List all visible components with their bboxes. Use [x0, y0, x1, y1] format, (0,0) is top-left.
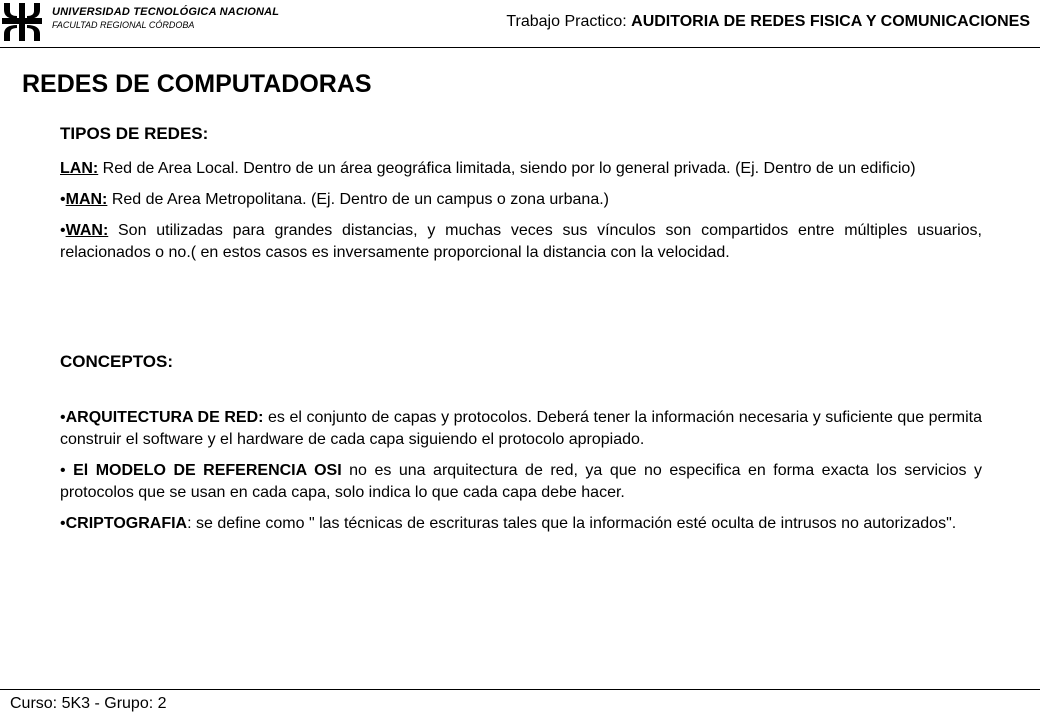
course-header — [506, 13, 1030, 31]
tipos-list — [60, 158, 982, 273]
utn-logo-icon — [2, 3, 42, 41]
course-prefix: Trabajo Practico: — [506, 13, 632, 30]
list-item-osi — [60, 460, 982, 504]
term-criptografia: CRIPTOGRAFIA — [65, 515, 188, 532]
tipos-heading: TIPOS DE REDES: — [60, 124, 209, 143]
bullet: • — [60, 409, 66, 426]
term-wan: WAN: — [65, 222, 109, 239]
list-item-wan — [60, 220, 982, 264]
university-name: UNIVERSIDAD TECNOLÓGICA NACIONAL — [52, 6, 280, 18]
page-title: REDES DE COMPUTADORAS — [22, 70, 372, 98]
footer-course-group: Curso: 5K3 - Grupo: 2 — [10, 695, 167, 712]
footer-divider — [0, 689, 1040, 690]
header-divider — [0, 47, 1040, 48]
term-osi: El MODELO DE REFERENCIA OSI — [73, 462, 342, 479]
conceptos-heading: CONCEPTOS: — [60, 352, 174, 371]
list-item-man — [60, 189, 982, 211]
desc-man: Red de Area Metropolitana. (Ej. Dentro de un campus o zona urbana.) — [107, 191, 609, 208]
conceptos-list — [60, 407, 982, 544]
faculty-name: FACULTAD REGIONAL CÓRDOBA — [52, 20, 195, 30]
desc-lan: Red de Area Local. Dentro de un área geográfica limitada, siendo por lo general privada. (Ej. Dentro de un edificio) — [98, 160, 916, 177]
term-lan: LAN: — [60, 160, 99, 177]
desc-wan: Son utilizadas para grandes distancias, y muchas veces sus vínculos son compartidos entre múltiples usuarios, relacionados o no.( en estos casos es inversamente proporcional la distancia con la velocidad. — [60, 222, 982, 261]
bullet: • — [60, 462, 74, 479]
term-man: MAN: — [65, 191, 108, 208]
bullet: • — [60, 515, 66, 532]
course-title: AUDITORIA DE REDES FISICA Y COMUNICACIONES — [631, 13, 1030, 30]
desc-criptografia: : se define como " las técnicas de escrituras tales que la información esté oculta de intrusos no autorizados". — [187, 515, 957, 532]
bullet: • — [60, 222, 66, 239]
list-item-arquitectura — [60, 407, 982, 451]
desc-arquitectura: es el conjunto de capas y protocolos. Deberá tener la información necesaria y suficiente que permita construir el software y el hardware de cada capa siguiendo el protocolo apropiado. — [60, 409, 983, 448]
bullet: • — [60, 191, 66, 208]
term-arquitectura: ARQUITECTURA DE RED: — [65, 409, 264, 426]
list-item-lan — [60, 158, 982, 180]
desc-osi: no es una arquitectura de red, ya que no especifica en forma exacta los servicios y protocolos que se usan en cada capa, solo indica lo que cada capa debe hacer. — [60, 462, 982, 501]
list-item-criptografia — [60, 513, 982, 535]
